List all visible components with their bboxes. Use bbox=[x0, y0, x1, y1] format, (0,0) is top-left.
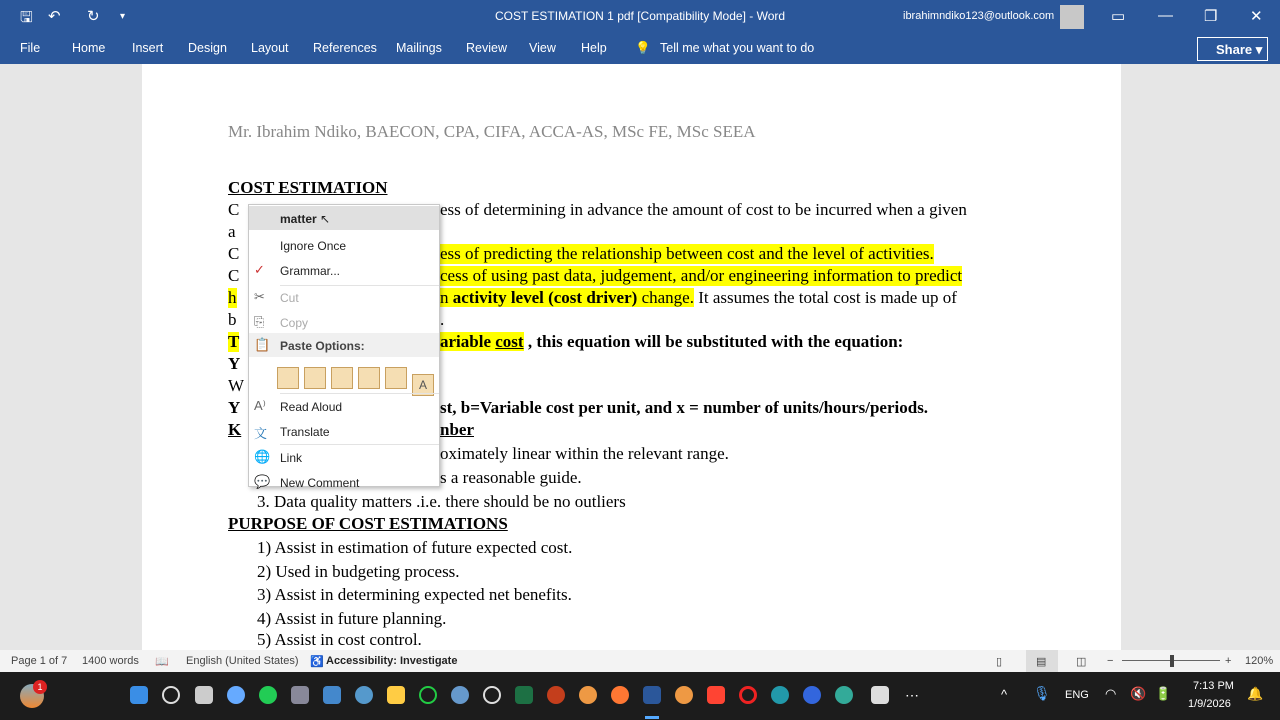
app-icon[interactable] bbox=[419, 686, 437, 704]
powerpoint-icon[interactable] bbox=[547, 686, 565, 704]
text-fragment: K bbox=[228, 420, 242, 439]
chevron-up-icon[interactable]: ^ bbox=[1001, 687, 1008, 702]
highlighted-text: ess of predicting the relationship between cost and the level of activities. bbox=[440, 244, 934, 263]
start-icon[interactable] bbox=[130, 686, 148, 704]
firefox-icon[interactable] bbox=[611, 686, 629, 704]
accessibility-icon: ♿ bbox=[310, 656, 324, 668]
cursor-icon: ↖ bbox=[320, 212, 331, 226]
lightbulb-icon: 💡 bbox=[635, 41, 651, 55]
highlighted-text: cess of using past data, judgement, and/or engineering information to predict bbox=[440, 266, 963, 285]
list-item: 2) Used in budgeting process. bbox=[257, 562, 460, 581]
title-bar bbox=[0, 0, 1280, 33]
grammar-icon: ✓ bbox=[254, 262, 265, 277]
excel-icon[interactable] bbox=[515, 686, 533, 704]
text-fragment: oximately linear within the relevant range. bbox=[440, 444, 729, 463]
zoom-level[interactable]: 120% bbox=[1245, 655, 1274, 667]
heading-cost-estimation: COST ESTIMATION bbox=[228, 178, 388, 197]
text-fragment: , this equation will be substituted with the equation: bbox=[523, 332, 904, 351]
r-icon[interactable] bbox=[451, 686, 469, 704]
menu-label: Link bbox=[280, 451, 303, 465]
app-icon[interactable] bbox=[227, 686, 245, 704]
menu-label: Read Aloud bbox=[280, 400, 343, 414]
search-icon[interactable] bbox=[162, 686, 180, 704]
tab-help[interactable]: Help bbox=[581, 41, 607, 55]
taskbar bbox=[0, 672, 1280, 720]
author-line: Mr. Ibrahim Ndiko, BAECON, CPA, CIFA, ACCA-AS, MSc FE, MSc SEEA bbox=[228, 122, 756, 141]
wifi-icon[interactable]: ◠ bbox=[1105, 686, 1117, 701]
chrome-icon[interactable] bbox=[675, 686, 693, 704]
close-icon[interactable]: ✕ bbox=[1250, 8, 1263, 25]
text-line bbox=[440, 332, 903, 352]
menu-label: Grammar... bbox=[280, 264, 341, 278]
whatsapp-icon[interactable] bbox=[259, 686, 277, 704]
tab-layout[interactable]: Layout bbox=[251, 41, 289, 55]
read-mode-icon[interactable]: ▯ bbox=[996, 656, 1003, 668]
input-language[interactable]: ENG bbox=[1065, 689, 1089, 701]
window-title: COST ESTIMATION 1 pdf [Compatibility Mode] - Word bbox=[494, 9, 786, 23]
notifications-icon[interactable]: 🔔 bbox=[1247, 686, 1264, 701]
highlighted-text: cost bbox=[495, 332, 524, 351]
text-fragment: Y bbox=[228, 354, 241, 373]
menu-suggestion-matter[interactable] bbox=[249, 206, 439, 230]
task-view-icon[interactable] bbox=[195, 686, 213, 704]
highlighted-text: T bbox=[228, 332, 240, 351]
telegram-icon[interactable] bbox=[771, 686, 789, 704]
menu-label: Paste Options: bbox=[280, 339, 365, 353]
tell-me-search[interactable]: Tell me what you want to do bbox=[660, 41, 815, 55]
proofing-icon[interactable]: 📖 bbox=[155, 656, 169, 668]
restore-icon[interactable]: ❐ bbox=[1204, 8, 1218, 25]
paste-picture-icon[interactable] bbox=[385, 367, 407, 389]
word-icon[interactable] bbox=[643, 686, 661, 704]
minimize-icon[interactable]: — bbox=[1158, 7, 1173, 24]
ribbon-display-icon[interactable]: ▭ bbox=[1111, 8, 1126, 25]
tab-design[interactable]: Design bbox=[188, 41, 227, 55]
text-fragment: a bbox=[228, 222, 236, 241]
account-email[interactable]: ibrahimndiko123@outlook.com bbox=[903, 10, 1055, 22]
menu-new-comment[interactable] bbox=[249, 470, 439, 488]
highlighted-text: change. bbox=[637, 288, 694, 307]
link-icon: 🌐 bbox=[254, 449, 271, 464]
share-label: Share bbox=[1216, 42, 1253, 57]
opera-icon[interactable] bbox=[739, 686, 757, 704]
list-item: 3. Data quality matters .i.e. there should be no outliers bbox=[257, 492, 626, 511]
notification-badge: 1 bbox=[33, 680, 47, 694]
text-fragment: C bbox=[228, 244, 240, 263]
text-fragment: . bbox=[440, 310, 445, 329]
text-fragment: b bbox=[228, 310, 237, 329]
clipboard-icon: 📋 bbox=[254, 337, 271, 352]
paste-options-row bbox=[277, 367, 439, 396]
read-aloud-icon: A⁾ bbox=[254, 398, 266, 413]
highlighted-text: activity level (cost driver) bbox=[452, 288, 638, 307]
menu-label: New Comment bbox=[280, 476, 360, 490]
highlighted-text: n bbox=[440, 288, 453, 307]
menu-copy[interactable] bbox=[249, 310, 439, 334]
volume-muted-icon[interactable]: 🔇 bbox=[1130, 686, 1147, 701]
web-layout-icon[interactable]: ◫ bbox=[1076, 656, 1087, 668]
tab-view[interactable]: View bbox=[529, 41, 556, 55]
highlighted-text: ariable bbox=[440, 332, 496, 351]
text-fragment: W bbox=[228, 376, 245, 395]
paste-keep-source-icon[interactable] bbox=[277, 367, 299, 389]
chrome-icon[interactable] bbox=[579, 686, 597, 704]
save-icon[interactable]: 🖫 bbox=[20, 9, 33, 26]
clock-date[interactable]: 1/9/2026 bbox=[1188, 698, 1231, 710]
menu-label: Ignore Once bbox=[280, 239, 347, 253]
status-bar bbox=[0, 650, 1280, 672]
text-line bbox=[440, 288, 957, 308]
print-layout-icon[interactable]: ▤ bbox=[1026, 650, 1058, 672]
scissors-icon: ✂ bbox=[254, 289, 265, 304]
menu-ignore-once[interactable] bbox=[249, 233, 439, 257]
app-icon[interactable] bbox=[323, 686, 341, 704]
menu-label: matter bbox=[280, 212, 317, 226]
paste-link-icon[interactable] bbox=[358, 367, 380, 389]
more-apps-icon[interactable]: ⋯ bbox=[905, 687, 919, 703]
ribbon-tabs bbox=[0, 33, 1280, 64]
paste-keep-source-styles-icon[interactable] bbox=[331, 367, 353, 389]
brave-icon[interactable] bbox=[707, 686, 725, 704]
tab-mailings[interactable]: Mailings bbox=[396, 41, 442, 55]
text-fragment: It assumes the total cost is made up of bbox=[693, 288, 957, 307]
list-item: 1) Assist in estimation of future expected cost. bbox=[257, 538, 573, 557]
zoom-slider-thumb[interactable] bbox=[1170, 655, 1174, 667]
menu-grammar[interactable] bbox=[249, 258, 439, 282]
word-count[interactable]: 1400 words bbox=[82, 655, 139, 667]
text-fragment: Y bbox=[228, 398, 241, 417]
paste-merge-icon[interactable] bbox=[304, 367, 326, 389]
tab-file[interactable]: File bbox=[20, 41, 41, 55]
list-item: 5) Assist in cost control. bbox=[257, 630, 422, 649]
zoom-in-button[interactable]: + bbox=[1225, 655, 1232, 667]
list-item: 4) Assist in future planning. bbox=[257, 609, 447, 628]
text-fragment: ess of determining in advance the amount of cost to be incurred when a given bbox=[440, 200, 967, 219]
page-count[interactable]: Page 1 of 7 bbox=[11, 655, 68, 667]
customize-qat-icon[interactable]: ▾ bbox=[120, 11, 126, 22]
avatar[interactable] bbox=[1060, 5, 1084, 29]
text-fragment: nber bbox=[440, 420, 474, 439]
copy-icon: ⎘ bbox=[254, 314, 265, 329]
menu-cut[interactable] bbox=[249, 285, 439, 309]
tab-review[interactable]: Review bbox=[466, 41, 507, 55]
text-fragment: st, b=Variable cost per unit, and x = number of units/hours/periods. bbox=[440, 398, 929, 417]
microphone-icon[interactable]: 🎙 bbox=[1033, 685, 1051, 701]
tab-insert[interactable]: Insert bbox=[132, 41, 164, 55]
heading-purpose: PURPOSE OF COST ESTIMATIONS bbox=[228, 514, 508, 533]
text-fragment: C bbox=[228, 200, 240, 219]
text-fragment: C bbox=[228, 266, 240, 285]
accessibility-status[interactable]: Accessibility: Investigate bbox=[326, 655, 458, 667]
calculator-icon[interactable] bbox=[291, 686, 309, 704]
tab-home[interactable]: Home bbox=[72, 41, 106, 55]
redo-icon[interactable]: ↻ bbox=[87, 8, 100, 25]
share-button[interactable]: Share ▾ bbox=[1197, 37, 1268, 61]
menu-label: Cut bbox=[280, 291, 299, 305]
file-explorer-icon[interactable] bbox=[387, 686, 405, 704]
app-icon[interactable] bbox=[355, 686, 373, 704]
menu-paste-options-header bbox=[249, 333, 439, 357]
menu-link[interactable] bbox=[249, 445, 439, 469]
tab-references[interactable]: References bbox=[313, 41, 377, 55]
list-item: 3) Assist in determining expected net benefits. bbox=[257, 585, 572, 604]
text-fragment: s a reasonable guide. bbox=[440, 468, 582, 487]
translate-icon: 文 bbox=[254, 426, 268, 441]
chatgpt-icon[interactable] bbox=[483, 686, 501, 704]
menu-translate[interactable] bbox=[249, 419, 439, 443]
language[interactable]: English (United States) bbox=[186, 655, 299, 667]
paste-text-only-icon[interactable]: A bbox=[412, 374, 434, 396]
battery-icon[interactable]: 🔋 bbox=[1155, 686, 1172, 701]
context-menu bbox=[248, 204, 440, 490]
menu-label: Translate bbox=[280, 425, 330, 439]
comment-icon: 💬 bbox=[254, 474, 271, 489]
clock-time[interactable]: 7:13 PM bbox=[1193, 680, 1234, 692]
edge-icon[interactable] bbox=[835, 686, 853, 704]
menu-read-aloud[interactable] bbox=[249, 394, 439, 418]
undo-icon[interactable]: ↶ bbox=[48, 8, 61, 25]
app-icon[interactable] bbox=[871, 686, 889, 704]
zoom-out-button[interactable]: − bbox=[1107, 655, 1114, 667]
zoom-app-icon[interactable] bbox=[803, 686, 821, 704]
active-indicator bbox=[645, 716, 659, 719]
menu-label: Copy bbox=[280, 316, 309, 330]
highlighted-text: h bbox=[228, 288, 237, 307]
